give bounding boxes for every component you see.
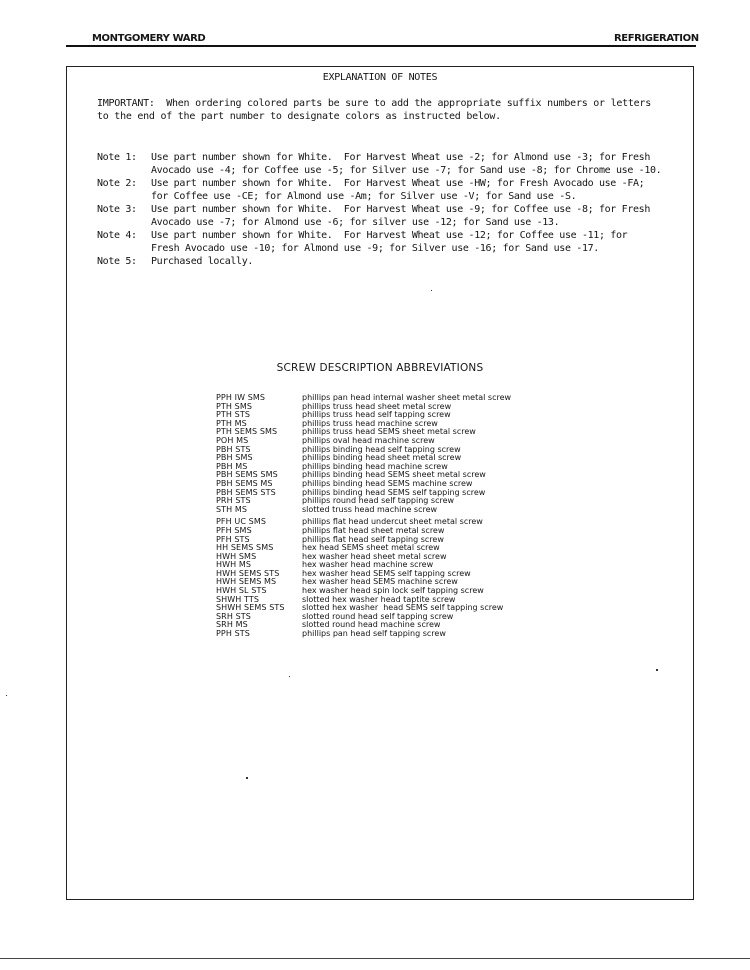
- note-text: [151, 177, 691, 203]
- abbreviation-code: HWH SEMS MS: [216, 577, 277, 587]
- abbreviation-code: PRH STS: [216, 496, 251, 506]
- abbreviation-description: hex head SEMS sheet metal screw: [302, 543, 440, 553]
- abbreviation-code: HWH SL STS: [216, 586, 267, 596]
- abbreviation-code: PFH SMS: [216, 525, 252, 535]
- header-rule: [66, 45, 696, 47]
- abbreviation-description: hex washer head SEMS self tapping screw: [302, 568, 471, 578]
- abbreviation-code: SHWH SEMS STS: [216, 603, 285, 613]
- abbreviation-row: [216, 630, 546, 639]
- abbreviation-description: phillips truss head SEMS sheet metal screw: [302, 427, 476, 437]
- abbreviation-code: PBH SEMS MS: [216, 478, 273, 488]
- abbreviation-code: HH SEMS SMS: [216, 543, 274, 553]
- note-line: Use part number shown for White. For Harvest Wheat use -12; for Coffee use -11; for: [151, 230, 628, 241]
- abbreviations-title: SCREW DESCRIPTION ABBREVIATIONS: [276, 362, 484, 374]
- abbreviation-code: PFH UC SMS: [216, 517, 267, 527]
- abbreviation-description: phillips pan head internal washer sheet metal screw: [302, 393, 512, 402]
- abbreviation-code: PPH IW SMS: [216, 393, 266, 402]
- scan-speck: [431, 290, 432, 291]
- abbreviation-description: slotted round head self tapping screw: [302, 611, 454, 621]
- scan-speck: [289, 676, 290, 677]
- header-section: REFRIGERATION: [614, 33, 699, 44]
- abbreviation-description: hex washer head spin lock self tapping screw: [302, 586, 484, 596]
- abbreviation-code: STH MS: [216, 504, 248, 514]
- important-paragraph: [97, 97, 667, 123]
- abbreviation-description: phillips binding head SEMS self tapping screw: [302, 487, 486, 497]
- note-text: [151, 255, 691, 268]
- abbreviation-code: PTH MS: [216, 418, 247, 428]
- abbreviation-description: phillips oval head machine screw: [302, 435, 435, 445]
- abbreviation-description: phillips flat head sheet metal screw: [302, 525, 445, 535]
- note-line: Use part number shown for White. For Harvest Wheat use -9; for Coffee use -8; for Fresh: [151, 204, 651, 215]
- note-line: Use part number shown for White. For Harvest Wheat use -2; for Almond use -3; for Fresh: [151, 152, 651, 163]
- abbreviation-description: slotted truss head machine screw: [302, 504, 438, 514]
- abbreviation-code: SRH MS: [216, 620, 248, 630]
- note-text: [151, 151, 691, 177]
- abbreviation-description: hex washer head machine screw: [302, 560, 434, 570]
- abbreviation-description: slotted round head machine screw: [302, 620, 441, 630]
- abbreviation-code: HWH SMS: [216, 551, 257, 561]
- abbreviation-code: HWH MS: [216, 560, 252, 570]
- abbreviation-description: phillips truss head machine screw: [302, 418, 438, 428]
- note-label: Note 3:: [97, 204, 137, 215]
- note-line: for Coffee use -CE; for Almond use -Am; for Silver use -V; for Sand use -S.: [151, 191, 577, 202]
- abbreviation-code: PBH SEMS SMS: [216, 470, 278, 480]
- abbreviation-description: hex washer head SEMS machine screw: [302, 577, 458, 587]
- abbreviation-code: PBH SMS: [216, 453, 253, 463]
- important-line-1: IMPORTANT: When ordering colored parts be sure to add the appropriate suffix numbers or letters: [97, 98, 651, 109]
- note-line: Use part number shown for White. For Harvest Wheat use -HW; for Fresh Avocado use -FA;: [151, 178, 645, 189]
- abbreviation-description: phillips truss head sheet metal screw: [302, 401, 452, 411]
- abbreviation-code: SHWH TTS: [216, 594, 260, 604]
- note-line: Fresh Avocado use -10; for Almond use -9; for Silver use -16; for Sand use -17.: [151, 243, 599, 254]
- note-label: Note 5:: [97, 256, 137, 267]
- abbreviation-code: PTH SEMS SMS: [216, 427, 278, 437]
- abbreviation-code: PBH SEMS STS: [216, 487, 276, 497]
- abbreviation-description: hex washer head sheet metal screw: [302, 551, 447, 561]
- abbreviation-code: PBH STS: [216, 444, 251, 454]
- scan-speck: [656, 669, 658, 671]
- abbreviation-code: POH MS: [216, 435, 249, 445]
- abbreviation-description: phillips flat head undercut sheet metal screw: [302, 517, 483, 527]
- abbreviation-code: SRH STS: [216, 611, 251, 621]
- abbreviation-code: PPH STS: [216, 629, 250, 639]
- note-label: Note 4:: [97, 230, 137, 241]
- abbreviations-list: [216, 394, 546, 639]
- note-text: [151, 229, 691, 255]
- abbreviation-description: phillips pan head self tapping screw: [302, 629, 446, 639]
- abbreviation-description: phillips flat head self tapping screw: [302, 534, 444, 544]
- abbreviation-code: PFH STS: [216, 534, 250, 544]
- abbreviation-description: phillips binding head machine screw: [302, 461, 448, 471]
- abbreviation-description: phillips binding head self tapping screw: [302, 444, 461, 454]
- note-line: Avocado use -4; for Coffee use -5; for Silver use -7; for Sand use -8; for Chrome use -10.: [151, 165, 662, 176]
- footer-rule: [0, 958, 750, 959]
- abbreviation-code: PTH SMS: [216, 401, 253, 411]
- abbreviation-description: phillips round head self tapping screw: [302, 496, 455, 506]
- abbreviation-description: phillips binding head sheet metal screw: [302, 453, 462, 463]
- abbreviation-description: phillips binding head SEMS machine screw: [302, 478, 473, 488]
- abbreviation-description: slotted hex washer head SEMS self tapping screw: [302, 603, 504, 613]
- scan-speck: [6, 695, 7, 696]
- notes-title: EXPLANATION OF NOTES: [322, 72, 438, 83]
- header-company: MONTGOMERY WARD: [92, 33, 206, 44]
- abbreviation-description: slotted hex washer head taptite screw: [302, 594, 456, 604]
- note-label: Note 2:: [97, 178, 137, 189]
- abbreviation-code: PTH STS: [216, 410, 251, 420]
- note-label: Note 1:: [97, 152, 137, 163]
- note-text: [151, 203, 691, 229]
- abbreviation-code: HWH SEMS STS: [216, 568, 280, 578]
- scan-speck: [246, 777, 248, 779]
- abbreviation-row: [216, 506, 546, 515]
- abbreviation-description: phillips truss head self tapping screw: [302, 410, 451, 420]
- abbreviation-code: PBH MS: [216, 461, 248, 471]
- note-line: Avocado use -7; for Almond use -6; for silver use -12; for Sand use -13.: [151, 217, 560, 228]
- important-line-2: to the end of the part number to designate colors as instructed below.: [97, 111, 501, 122]
- note-line: Purchased locally.: [151, 256, 254, 267]
- abbreviation-description: phillips binding head SEMS sheet metal screw: [302, 470, 486, 480]
